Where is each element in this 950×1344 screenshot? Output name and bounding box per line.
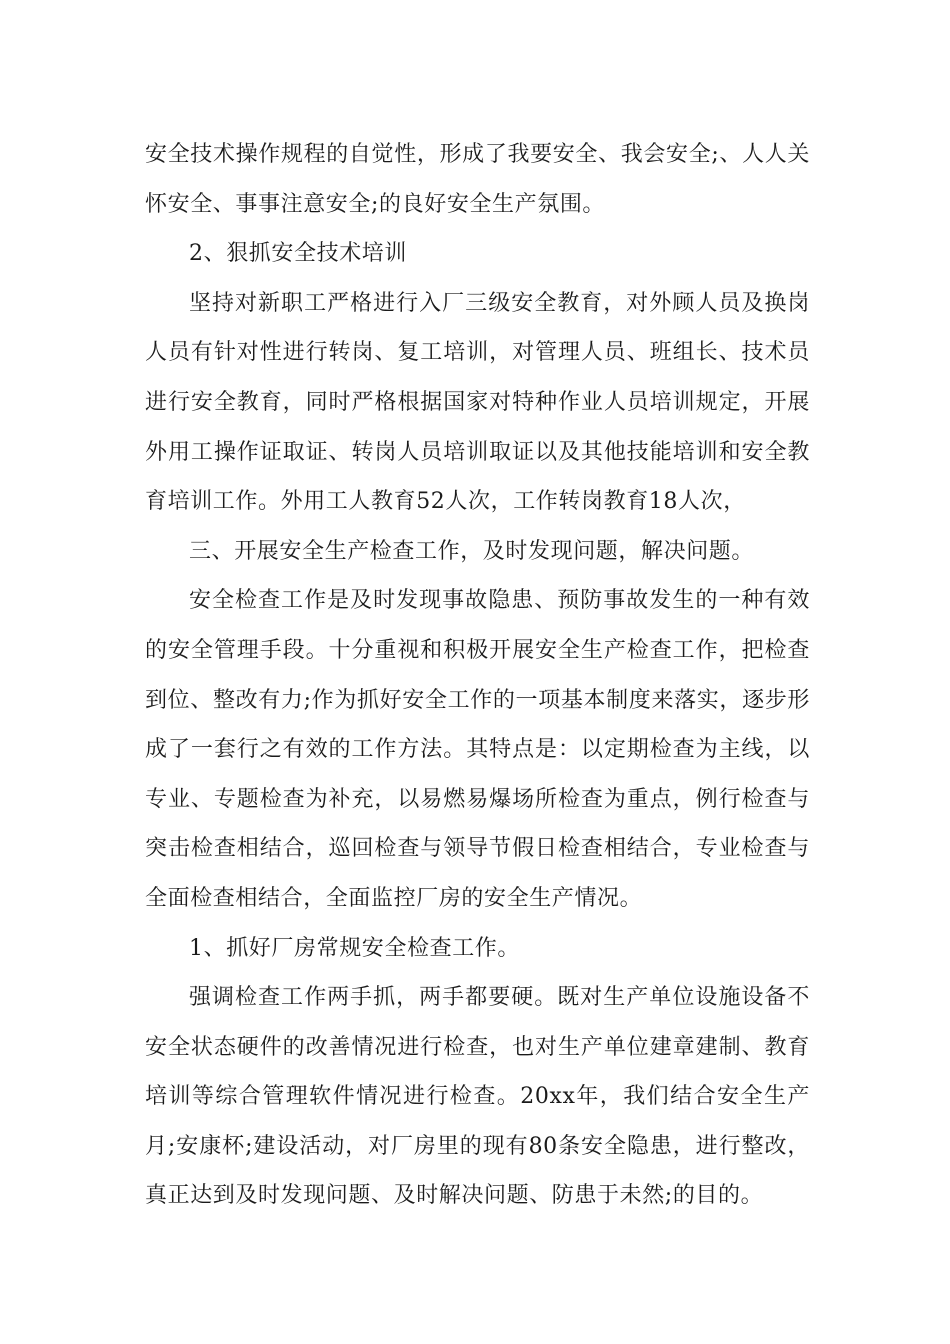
paragraph-routine-check: 强调检查工作两手抓，两手都要硬。既对生产单位设施设备不安全状态硬件的改善情况进行检查，也对生产单位建章建制、教育培训等综合管理软件情况进行检查。20xx年，我们结合安全生产月;安康杯;建设活动，对厂房里的现有80条安全隐患，进行整改，真正达到及时发现问题、及时解决问题、防患于未然;的目的。 — [145, 985, 810, 1209]
paragraph-continuation: 安全技术操作规程的自觉性，形成了我要安全、我会安全;、人人关怀安全、事事注意安全;的良好安全生产氛围。 — [145, 142, 810, 217]
document-body — [145, 130, 810, 1221]
section-heading-routine-check: 1、抓好厂房常规安全检查工作。 — [189, 935, 520, 961]
paragraph-inspection: 安全检查工作是及时发现事故隐患、预防事故发生的一种有效的安全管理手段。十分重视和积极开展安全生产检查工作，把检查到位、整改有力;作为抓好安全工作的一项基本制度来落实，逐步形成了一套行之有效的工作方法。其特点是：以定期检查为主线，以专业、专题检查为补充，以易燃易爆场所检查为重点，例行检查与突击检查相结合，巡回检查与领导节假日检查相结合，专业检查与全面检查相结合，全面监控厂房的安全生产情况。 — [145, 588, 810, 911]
section-heading-inspection: 三、开展安全生产检查工作，及时发现问题，解决问题。 — [189, 538, 755, 564]
paragraph-training: 坚持对新职工严格进行入厂三级安全教育，对外顾人员及换岗人员有针对性进行转岗、复工培训，对管理人员、班组长、技术员进行安全教育，同时严格根据国家对特种作业人员培训规定，开展外用工操作证取证、转岗人员培训取证以及其他技能培训和安全教育培训工作。外用工人教育52人次，工作转岗教育18人次， — [145, 290, 810, 515]
section-heading-training: 2、狠抓安全技术培训 — [189, 241, 407, 267]
